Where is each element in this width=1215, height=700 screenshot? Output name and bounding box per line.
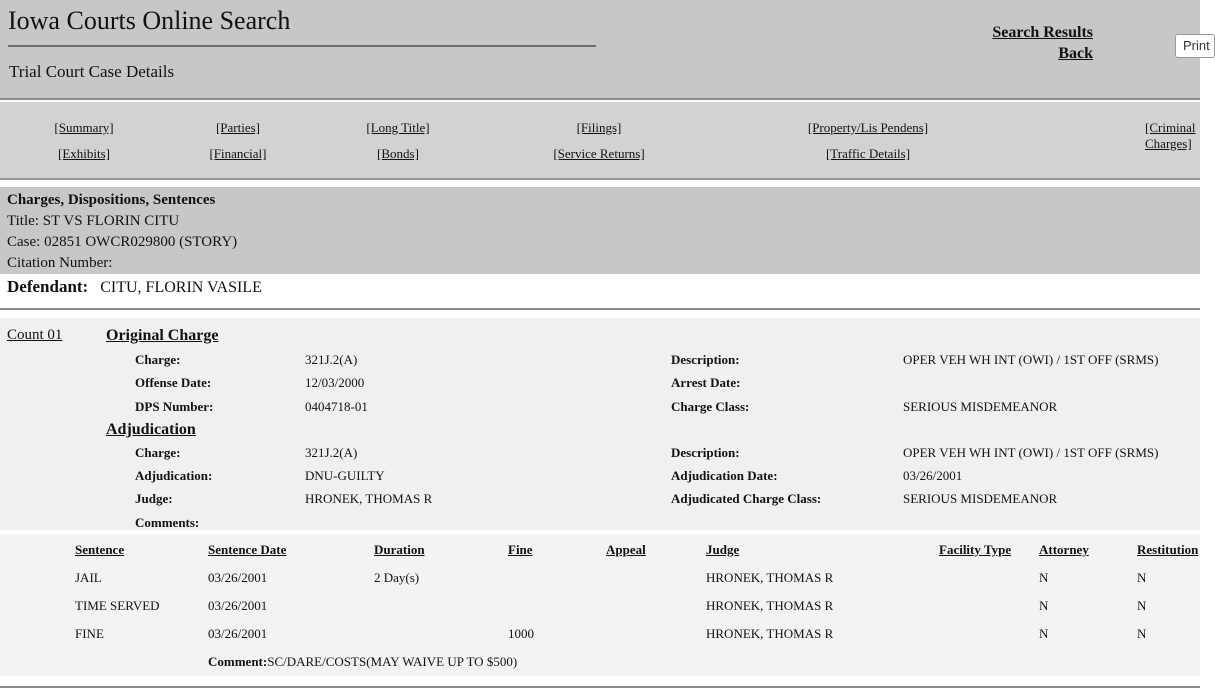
nav-summary[interactable]: [Summary] [54, 120, 114, 135]
judge-value: HRONEK, THOMAS R [305, 491, 433, 506]
table-cell: HRONEK, THOMAS R [706, 598, 834, 613]
table-cell: TIME SERVED [75, 598, 160, 613]
charge-value: 321J.2(A) [305, 352, 358, 367]
col-sentence-date[interactable]: Sentence Date [208, 542, 287, 557]
defendant-label: Defendant: [7, 277, 89, 296]
col-facility-type[interactable]: Facility Type [939, 542, 1012, 557]
defendant-row [7, 277, 262, 297]
adj-charge-value: 321J.2(A) [305, 445, 358, 460]
nav-traffic-details[interactable]: [Traffic Details] [825, 146, 911, 161]
print-button[interactable]: Print [1175, 34, 1215, 58]
adjudication-date-value: 03/26/2001 [903, 468, 963, 483]
table-cell: N [1039, 598, 1049, 613]
sentence-table [0, 534, 1200, 676]
nav-filings[interactable]: [Filings] [576, 120, 622, 135]
adjudicated-class-label: Adjudicated Charge Class: [671, 491, 822, 506]
nav-criminal-charges[interactable]: [Criminal Charges] [1145, 120, 1196, 151]
defendant-name: CITU, FLORIN VASILE [100, 279, 262, 296]
adjudication-date-label: Adjudication Date: [671, 468, 778, 483]
table-cell: N [1137, 598, 1147, 613]
app-title: Iowa Courts Online Search [8, 6, 291, 35]
divider [0, 686, 1200, 688]
offense-date-label: Offense Date: [135, 375, 212, 390]
judge-label: Judge: [135, 491, 173, 506]
comments-label: Comments: [135, 515, 200, 530]
table-cell: 2 Day(s) [374, 570, 420, 585]
case-nav [0, 102, 1200, 180]
col-judge[interactable]: Judge [706, 542, 740, 557]
table-cell: 03/26/2001 [208, 598, 268, 613]
case-number: Case: 02851 OWCR029800 (STORY) [7, 234, 238, 250]
col-duration[interactable]: Duration [374, 542, 425, 557]
title-divider [8, 45, 596, 47]
adjudication-value: DNU-GUILTY [305, 468, 385, 483]
case-title: Title: ST VS FLORIN CITU [7, 213, 180, 229]
table-cell: 1000 [508, 626, 534, 641]
nav-long-title[interactable]: [Long Title] [366, 120, 430, 135]
page-header [0, 0, 1210, 100]
adj-description-label: Description: [671, 445, 740, 460]
table-cell: JAIL [75, 570, 102, 585]
nav-service-returns[interactable]: [Service Returns] [553, 146, 645, 161]
comment-value: SC/DARE/COSTS(MAY WAIVE UP TO $500) [267, 654, 518, 669]
adj-description-value: OPER VEH WH INT (OWI) / 1ST OFF (SRMS) [903, 445, 1159, 460]
table-cell: HRONEK, THOMAS R [706, 626, 834, 641]
adj-charge-label: Charge: [135, 445, 181, 460]
arrest-date-label: Arrest Date: [671, 375, 741, 390]
dps-number-label: DPS Number: [135, 399, 214, 414]
nav-parties[interactable]: [Parties] [215, 120, 261, 135]
sentence-comment [208, 654, 517, 670]
charge-class-label: Charge Class: [671, 399, 750, 414]
table-cell: N [1039, 570, 1049, 585]
table-cell: FINE [75, 626, 104, 641]
description-label: Description: [671, 352, 740, 367]
search-results-link[interactable]: Search Results [992, 24, 1093, 41]
col-fine[interactable]: Fine [508, 542, 533, 557]
comment-label: Comment: [208, 654, 268, 669]
adjudication-heading: Adjudication [106, 421, 196, 438]
nav-property-lis-pendens[interactable]: [Property/Lis Pendens] [807, 120, 929, 135]
dps-number-value: 0404718-01 [305, 399, 368, 414]
table-cell: HRONEK, THOMAS R [706, 570, 834, 585]
col-appeal[interactable]: Appeal [606, 542, 646, 557]
description-value: OPER VEH WH INT (OWI) / 1ST OFF (SRMS) [903, 352, 1159, 367]
section-heading: Charges, Dispositions, Sentences [7, 192, 216, 208]
nav-bonds[interactable]: [Bonds] [377, 146, 419, 161]
case-info-panel [0, 187, 1200, 274]
charge-class-value: SERIOUS MISDEMEANOR [903, 399, 1058, 414]
table-cell: N [1039, 626, 1049, 641]
adjudication-label: Adjudication: [135, 468, 213, 483]
offense-date-value: 12/03/2000 [305, 375, 365, 390]
citation-number: Citation Number: [7, 255, 113, 271]
table-cell: N [1137, 570, 1147, 585]
table-cell: 03/26/2001 [208, 626, 268, 641]
col-attorney[interactable]: Attorney [1039, 542, 1089, 557]
divider [0, 308, 1200, 310]
nav-financial[interactable]: [Financial] [209, 146, 267, 161]
col-sentence[interactable]: Sentence [75, 542, 125, 557]
col-restitution[interactable]: Restitution [1137, 542, 1199, 557]
charge-label: Charge: [135, 352, 181, 367]
back-link[interactable]: Back [1058, 45, 1093, 62]
page-subtitle: Trial Court Case Details [9, 62, 175, 81]
count-link[interactable]: Count 01 [7, 327, 63, 343]
table-cell: N [1137, 626, 1147, 641]
table-cell: 03/26/2001 [208, 570, 268, 585]
adjudicated-class-value: SERIOUS MISDEMEANOR [903, 491, 1058, 506]
nav-exhibits[interactable]: [Exhibits] [58, 146, 110, 161]
original-charge-heading: Original Charge [106, 327, 219, 344]
